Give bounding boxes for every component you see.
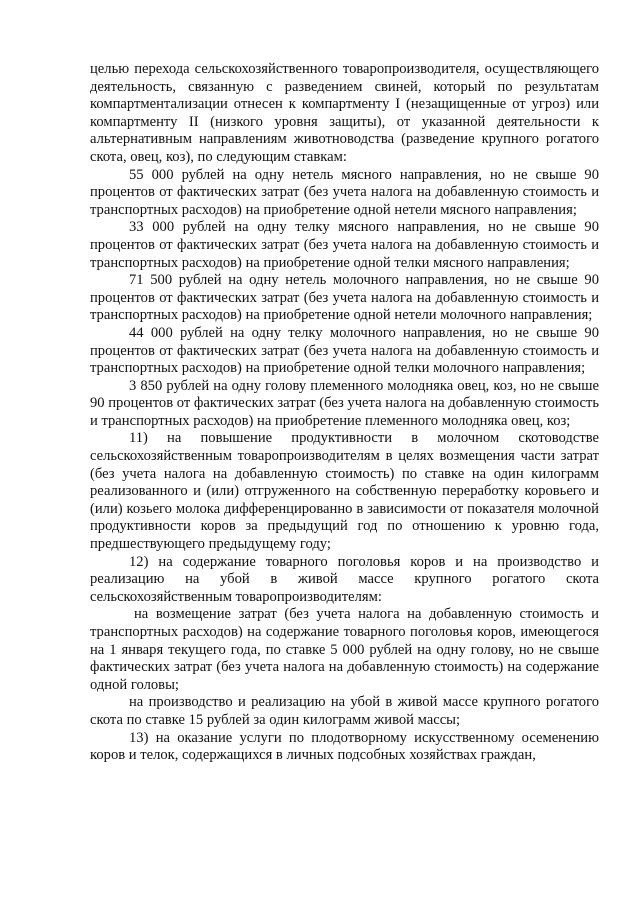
paragraph-item-13: 13) на оказание услуги по плодотворному искусственному осеменению коров и телок, содержащихся в личных подсобных хозяйствах граждан, <box>90 729 599 764</box>
paragraph-dairy-calf: 44 000 рублей на одну телку молочного направления, но не свыше 90 процентов от фактических затрат (без учета налога на добавленную стоимость и транспортных расходов) на приобретение одной телки молочного направления; <box>90 324 599 377</box>
paragraph-dairy-heifer: 71 500 рублей на одну нетель молочного направления, но не свыше 90 процентов от фактических затрат (без учета налога на добавленную стоимость и транспортных расходов) на приобретение одной нетели молочного направления; <box>90 272 599 324</box>
paragraph-item-12: 12) на содержание товарного поголовья коров и на производство и реализацию на убой в живой массе крупного рогатого скота сельскохозяйственным товаропроизводителям: <box>90 553 599 605</box>
paragraph-item-11: 11) на повышение продуктивности в молочном скотоводстве сельскохозяйственным товаропроизводителям в целях возмещения части затрат (без учета налога на добавленную стоимость) по ставке на один килограмм реализованного и (или) отгруженного на собственную переработку коровьего и (или) козьего молока дифференцированно в зависимости от показателя молочной продуктивности коров за предыдущий год по отношению к уровню года, предшествующего предыдущему году; <box>90 430 599 553</box>
document-page <box>90 61 599 765</box>
paragraph-intro: целью перехода сельскохозяйственного товаропроизводителя, осуществляющего деятельность, связанную с разведением свиней, который по результатам компартментализации отнесен к компартменту I (незащищенные от угроз) или компартменту II (низкого уровня защиты), от указанной деятельности к альтернативным направлениям животноводства (разведение крупного рогатого скота, овец, коз), по следующим ставкам: <box>90 61 599 165</box>
paragraph-sheep-goats: 3 850 рублей на одну голову племенного молодняка овец, коз, но не свыше 90 процентов от фактических затрат (без учета налога на добавленную стоимость и транспортных расходов) на приобретение племенного молодняка овец, коз; <box>90 377 599 429</box>
paragraph-slaughter-sale: на производство и реализацию на убой в живой массе крупного рогатого скота по ставке 15 рублей за один килограмм живой массы; <box>90 694 599 728</box>
paragraph-beef-heifer: 55 000 рублей на одну нетель мясного направления, но не свыше 90 процентов от фактических затрат (без учета налога на добавленную стоимость и транспортных расходов) на приобретение одной нетели мясного направления; <box>90 166 599 218</box>
paragraph-beef-calf: 33 000 рублей на одну телку мясного направления, но не свыше 90 процентов от фактических затрат (без учета налога на добавленную стоимость и транспортных расходов) на приобретение одной телки мясного направления; <box>90 219 599 271</box>
paragraph-cow-maintenance: на возмещение затрат (без учета налога на добавленную стоимость и транспортных расходов) на содержание товарного поголовья коров, имеющегося на 1 января текущего года, по ставке 5 000 рублей на одну голову, но не свыше фактических затрат (без учета налога на добавленную стоимость) на содержание одной головы; <box>90 606 599 693</box>
